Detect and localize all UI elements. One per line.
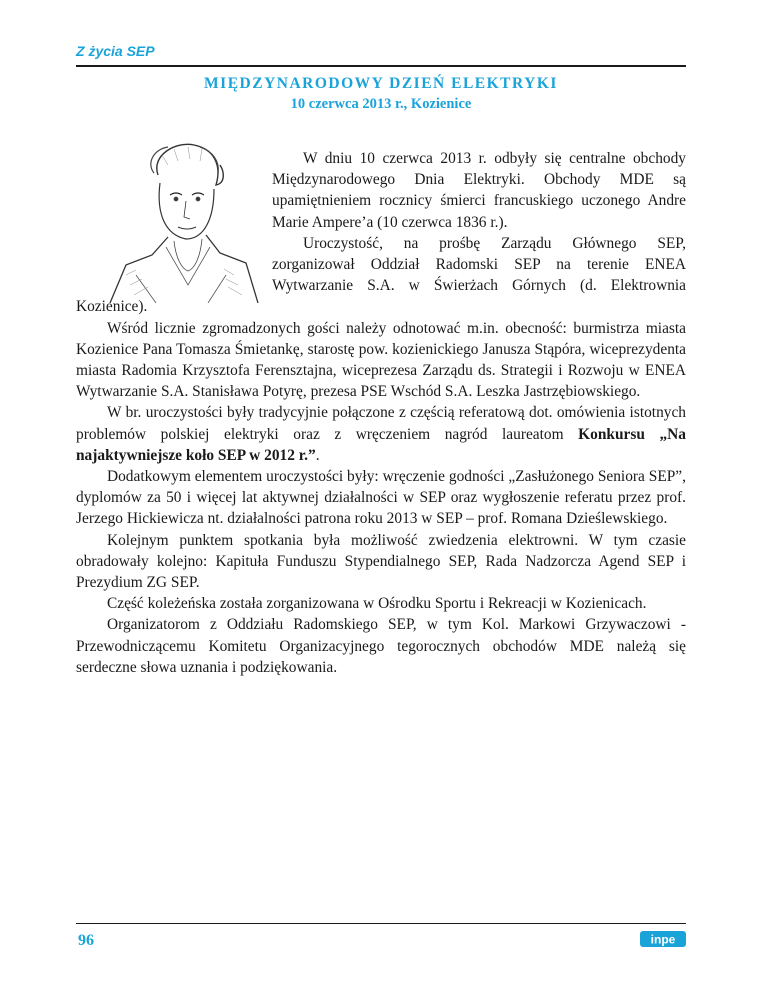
footer-rule <box>76 923 686 924</box>
paragraph-text: . <box>315 446 320 464</box>
page-number: 96 <box>78 932 94 949</box>
paragraph-text: W br. uroczystości były tradycyjnie połączone z częścią referatową dot. omówienia istotnych problemów polskiej elektryki oraz z wręczeniem nagród laureatom <box>76 404 686 443</box>
section-label: Z życia SEP <box>76 43 155 59</box>
header-rule <box>76 65 686 67</box>
article-subtitle: 10 czerwca 2013 r., Kozienice <box>290 96 472 112</box>
image-spacer <box>76 148 272 293</box>
paragraph: Organizatorom z Oddziału Radomskiego SEP, w tym Kol. Markowi Grzywaczowi - Przewodniczącemu Komitetu Organizacyjnego tegorocznych obchodów MDE należą się serdeczne słowa uznania i podziękowania. <box>76 616 686 676</box>
paragraph: Kolejnym punktem spotkania była możliwość zwiedzenia elektrowni. W tym czasie obradowały kolejno: Kapituła Funduszu Stypendialnego SEP, Rada Nadzorcza Agend SEP i Prezydium ZG SEP. <box>76 531 686 592</box>
paragraph: Uroczystość, na prośbę Zarządu Głównego SEP, zorganizował Oddział Radomski SEP na terenie ENEA Wytwarzanie S.A. w Świerżach Górnych (d. Elektrownia Kozienice). <box>76 234 686 316</box>
logo-text: inpe <box>650 932 676 947</box>
article-title: MIĘDZYNARODOWY DZIEŃ ELEKTRYKI <box>204 75 558 92</box>
paragraph: Wśród licznie zgromadzonych gości należy odnotować m.in. obecność: burmistrza miasta Kozienice Pana Tomasza Śmietankę, starostę pow. kozienickiego Janusza Stąpóra, wiceprezydenta miasta Radomia Krzysztofa Ferensztajna, wiceprezesa Zarządu ds. Strategii i Rozwoju w ENEA Wytwarzanie S.A. Stanisława Potyrę, prezesa PSE Wschód S.A. Leszka Jastrzębiowskiego. <box>76 319 686 401</box>
contest-name: Konkursu „Na najaktywniejsze koło SEP w 2012 r.” <box>76 425 686 464</box>
article-body <box>76 148 686 678</box>
paragraph: Dodatkowym elementem uroczystości były: wręczenie godności „Zasłużonego Seniora SEP”, dyplomów za 50 i więcej lat aktywnej działalności w SEP oraz wygłoszenie referatu przez prof. Jerzego Hickiewicza nt. działalności patrona roku 2013 w SEP – prof. Romana Dzieślewskiego. <box>76 468 686 528</box>
paragraph <box>76 402 686 466</box>
paragraph: W dniu 10 czerwca 2013 r. odbyły się centralne obchody Międzynarodowego Dnia Elektryki. Obchody MDE są upamiętnieniem rocznicy śmierci francuskiego uczonego Andre Marie Ampere’a (10 czerwca 1836 r.). <box>272 150 686 231</box>
inpe-logo <box>640 929 686 949</box>
paragraph: Część koleżeńska została zorganizowana w Ośrodku Sportu i Rekreacji w Kozienicach. <box>107 595 647 613</box>
